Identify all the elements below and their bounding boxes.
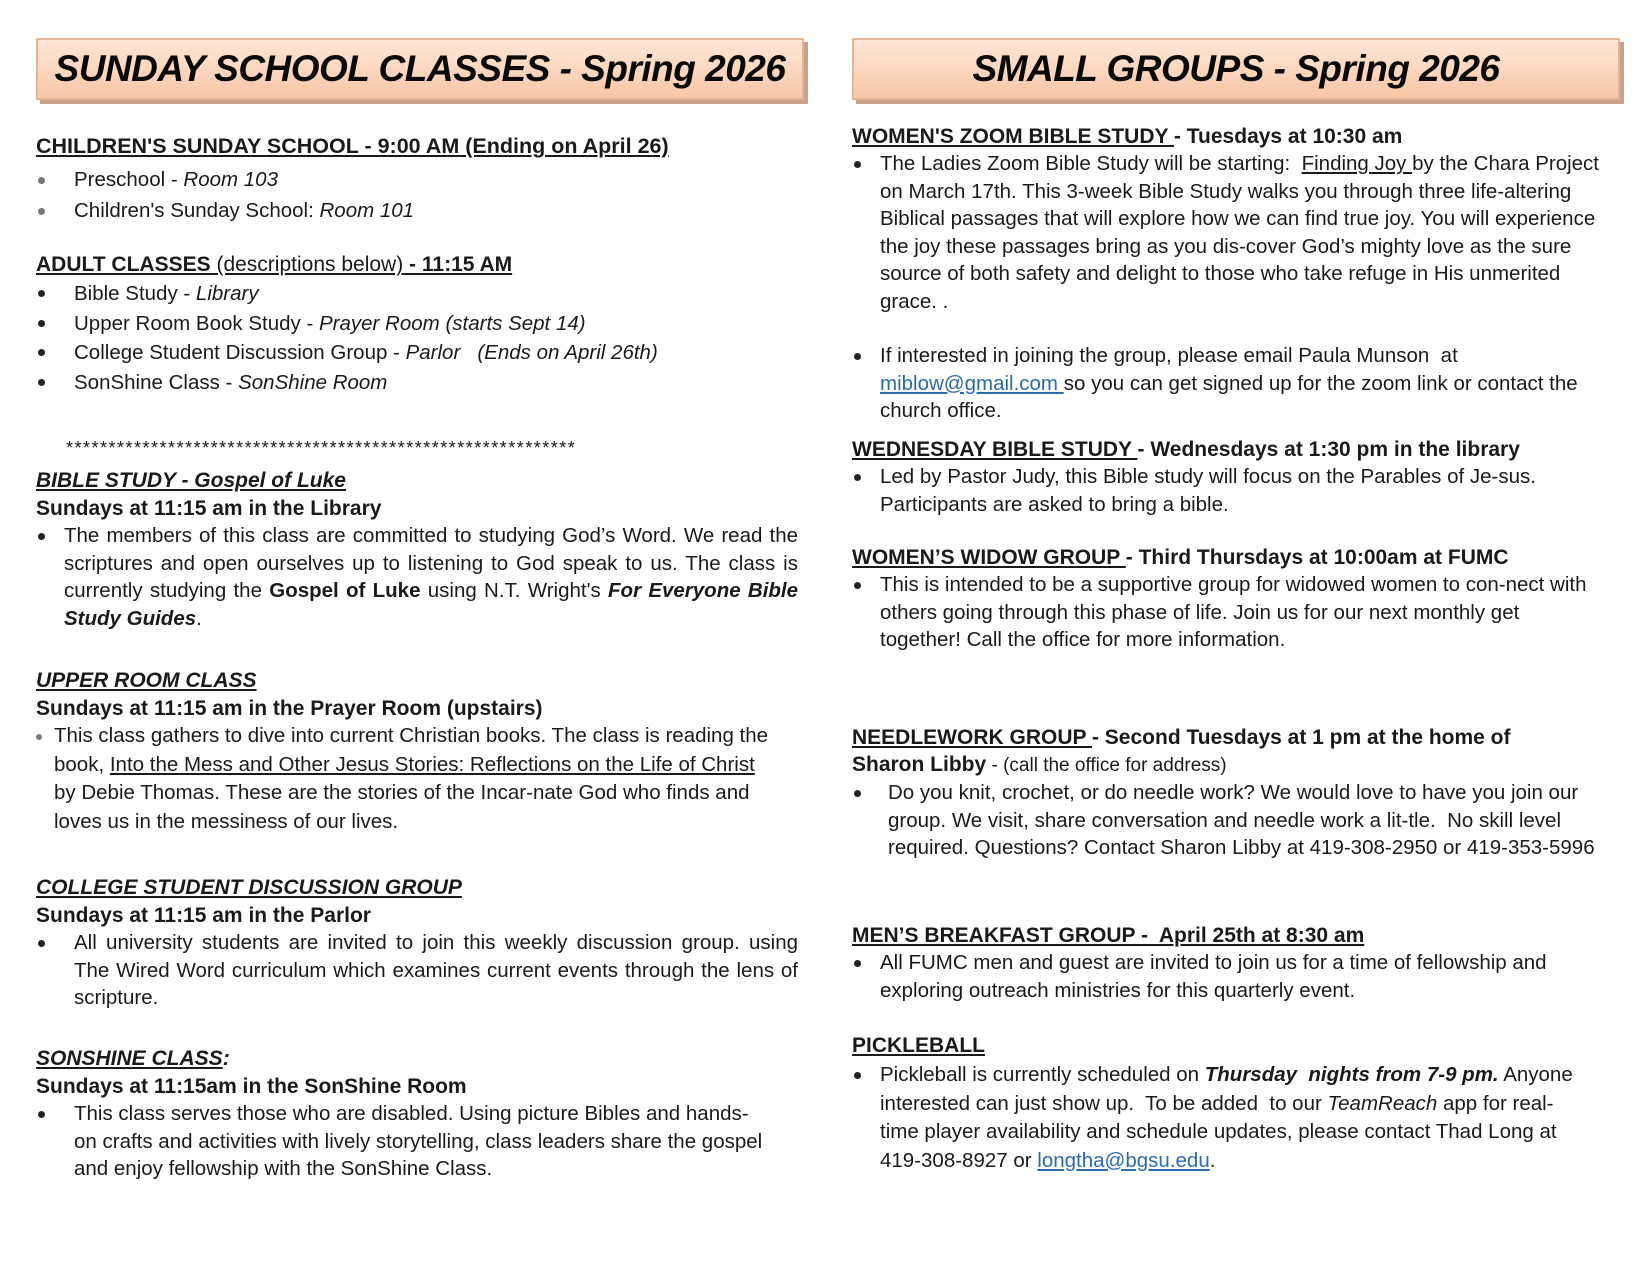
list-item: Bible Study - Library	[36, 279, 806, 309]
list-item: Children's Sunday School: Room 101	[36, 195, 806, 226]
pickleball-heading: PICKLEBALL	[852, 1034, 985, 1057]
bullet-icon	[38, 290, 45, 297]
bullet-icon	[854, 474, 861, 481]
college-schedule: Sundays at 11:15 am in the Parlor	[36, 904, 371, 927]
list-item: All university students are invited to join this weekly discussion group. using The Wired Word curriculum which examines current events through the lens of scripture.	[36, 929, 798, 1012]
bullet-icon	[38, 349, 45, 356]
bible-study-schedule: Sundays at 11:15 am in the Library	[36, 497, 382, 520]
mens-breakfast-section	[852, 922, 1622, 1004]
zoom-study-list	[852, 150, 1622, 425]
sonshine-title: SONSHINE CLASS:	[36, 1047, 230, 1070]
bullet-icon	[36, 734, 42, 740]
upper-room-title: UPPER ROOM CLASS	[36, 669, 257, 692]
list-item: Preschool - Room 103	[36, 164, 806, 195]
list-item: The Ladies Zoom Bible Study will be starting: Finding Joy by the Chara Project on March 17th. This 3-week Bible Study walks you through three life-altering Biblical passages that will explore how we can find true joy. You will experience the joy these passages bring as you dis-cover God’s mighty love as the sure source of both safety and delight to those who take refuge in His unmerited grace. .	[852, 150, 1614, 315]
upper-room-schedule: Sundays at 11:15 am in the Prayer Room (upstairs)	[36, 697, 543, 720]
zoom-study-section	[852, 123, 1622, 425]
bible-study-title: BIBLE STUDY - Gospel of Luke	[36, 469, 346, 492]
list-item: If interested in joining the group, please email Paula Munson at miblow@gmail.com so you can get signed up for the zoom link or contact the church office.	[852, 342, 1582, 425]
list-item: All FUMC men and guest are invited to join us for a time of fellowship and exploring outreach ministries for this quarterly event.	[852, 949, 1592, 1004]
wednesday-description	[852, 463, 1622, 518]
needlework-heading: NEEDLEWORK GROUP - Second Tuesdays at 1 pm at the home of	[852, 726, 1511, 749]
pickleball-description	[852, 1061, 1622, 1175]
upper-room-section	[36, 667, 806, 836]
childrens-heading: CHILDREN'S SUNDAY SCHOOL - 9:00 AM (Ending on April 26)	[36, 134, 669, 158]
mens-breakfast-description	[852, 949, 1622, 1004]
list-item: The members of this class are committed to studying God’s Word. We read the scriptures and open ourselves up to listening to God speak to us. The class is currently studying the Gospel of Luke using N.T. Wright's For Everyone Bible Study Guides.	[36, 522, 798, 632]
bible-study-description	[36, 522, 806, 632]
college-description	[36, 929, 806, 1012]
list-item: Led by Pastor Judy, this Bible study will focus on the Parables of Je-sus. Participants are asked to bring a bible.	[852, 463, 1592, 518]
upper-room-description	[36, 722, 806, 836]
book-title: Into the Mess and Other Jesus Stories: Reflections on the Life of Christ	[109, 752, 755, 776]
bullet-icon	[38, 1111, 45, 1118]
list-item: College Student Discussion Group - Parlor (Ends on April 26th)	[36, 338, 806, 368]
bullet-icon	[854, 161, 861, 168]
adult-classes-section	[36, 251, 806, 397]
bullet-icon	[38, 379, 45, 386]
list-item: Upper Room Book Study - Prayer Room (starts Sept 14)	[36, 309, 806, 339]
bullet-icon	[38, 177, 45, 184]
bullet-icon	[38, 320, 45, 327]
list-item: This class gathers to dive into current Christian books. The class is reading the book, Into the Mess and Other Jesus Stories: Reflections on the Life of Christ by Debie Thomas. These are the stories of the Incar-nate God who finds and loves us in the messiness of our lives.	[36, 722, 776, 836]
sonshine-section	[36, 1045, 806, 1183]
sunday-school-title: SUNDAY SCHOOL CLASSES - Spring 2026	[54, 48, 786, 89]
list-item: This class serves those who are disabled. Using picture Bibles and hands-on crafts and activities with lively storytelling, class leaders share the gospel and enjoy fellowship with the SonShine Class.	[36, 1100, 766, 1183]
bullet-icon	[854, 1072, 861, 1079]
book-title: Finding Joy	[1301, 152, 1413, 175]
wednesday-heading: WEDNESDAY BIBLE STUDY - Wednesdays at 1:30 pm in the library	[852, 438, 1520, 461]
bullet-icon	[854, 790, 861, 797]
childrens-list	[36, 164, 806, 226]
bullet-icon	[38, 208, 45, 215]
list-item: Pickleball is currently scheduled on Thursday nights from 7-9 pm. Anyone interested can just show up. To be added to our TeamReach app for real-time player availability and schedule updates, please contact Thad Long at 419-308-8927 or longtha@bgsu.edu.	[852, 1061, 1592, 1175]
small-groups-title: SMALL GROUPS - Spring 2026	[972, 48, 1500, 89]
list-item: This is intended to be a supportive group for widowed women to con-nect with others going through this phase of life. Join us for our next monthly get together! Call the office for more information.	[852, 571, 1592, 654]
widow-heading: WOMEN’S WIDOW GROUP - Third Thursdays at 10:00am at FUMC	[852, 546, 1509, 569]
sonshine-description	[36, 1100, 806, 1183]
childrens-section	[36, 133, 806, 226]
zoom-study-heading: WOMEN'S ZOOM BIBLE STUDY - Tuesdays at 10:30 am	[852, 125, 1403, 148]
bullet-icon	[854, 353, 861, 360]
bullet-icon	[38, 940, 45, 947]
list-item: SonShine Class - SonShine Room	[36, 368, 806, 398]
adult-classes-list	[36, 279, 806, 397]
bullet-icon	[38, 533, 45, 540]
college-section	[36, 874, 806, 1012]
widow-description	[852, 571, 1622, 654]
sonshine-schedule: Sundays at 11:15am in the SonShine Room	[36, 1075, 467, 1098]
bullet-icon	[854, 960, 861, 967]
widow-section	[852, 544, 1622, 654]
list-item: Do you knit, crochet, or do needle work? We would love to have you join our group. We visit, share conversation and needle work a lit-tle. No skill level required. Questions? Contact Sharon Libby at 419-308-2950 or 419-353-5996	[852, 779, 1602, 862]
email-link[interactable]: longtha@bgsu.edu	[1037, 1148, 1210, 1172]
bullet-icon	[854, 582, 861, 589]
wednesday-section	[852, 436, 1622, 518]
needlework-description	[852, 779, 1622, 862]
sunday-school-banner	[36, 38, 804, 100]
small-groups-banner	[852, 38, 1620, 100]
needlework-section	[852, 724, 1622, 862]
college-title: COLLEGE STUDENT DISCUSSION GROUP	[36, 876, 462, 899]
adult-classes-heading: ADULT CLASSES (descriptions below) - 11:15 AM	[36, 253, 513, 276]
bible-study-section	[36, 467, 806, 632]
pickleball-section	[852, 1032, 1622, 1175]
mens-breakfast-heading: MEN’S BREAKFAST GROUP - April 25th at 8:30 am	[852, 924, 1365, 947]
section-divider: ************************************************************	[66, 438, 577, 458]
email-link[interactable]: miblow@gmail.com	[880, 371, 1064, 395]
needlework-host: Sharon Libby - (call the office for address)	[852, 753, 1227, 776]
